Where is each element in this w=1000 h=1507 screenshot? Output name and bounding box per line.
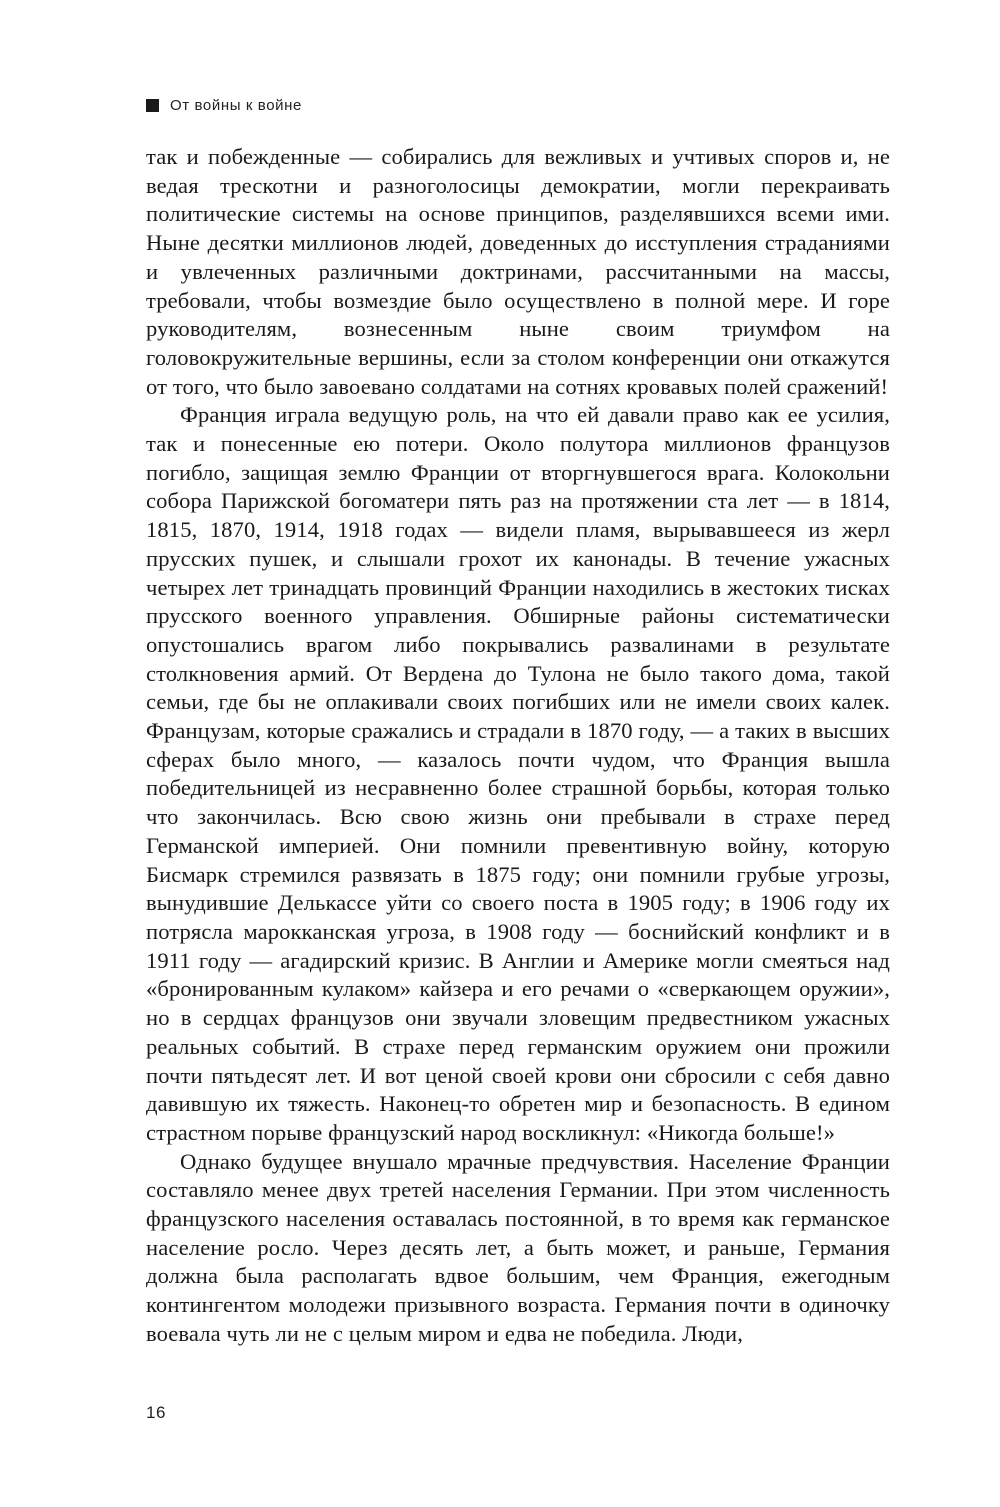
paragraph-2: Франция играла ведущую роль, на что ей давали право как ее усилия, так и понесенные ею потери. Около полутора миллионов французов погибло, защищая землю Франции от вторгнувшегося врага. Колокольни собора Парижской богоматери пять раз на протяжении ста лет — в 1814, 1815, 1870, 1914, 1918 годах — видели пламя, вырывавшееся из жерл прусских пушек, и слышали грохот их канонады. В течение ужасных четырех лет тринадцать провинций Франции находились в жестоких тисках прусского военного управления. Обширные районы систематически опустошались врагом либо покрывались развалинами в результате столкновения армий. От Вердена до Тулона не было такого дома, такой семьи, где бы не оплакивали своих погибших или не имели своих калек. Французам, которые сражались и страдали в 1870 году, — а таких в высших сферах было много, — казалось почти чудом, что Франция вышла победительницей из несравненно более страшной борьбы, которая только что закончилась. Всю свою жизнь они пребывали в страхе перед Германской империей. Они помнили превентивную войну, которую Бисмарк стремился развязать в 1875 году; они помнили грубые угрозы, вынудившие Делькассе уйти со своего поста в 1905 году; в 1906 году их потрясла марокканская угроза, в 1908 году — боснийский конфликт и в 1911 году — агадирский кризис. В Англии и Америке могли смеяться над «бронированным кулаком» кайзера и его речами о «сверкающем оружии», но в сердцах французов они звучали зловещим предвестником ужасных реальных событий. В страхе перед германским оружием они прожили почти пятьдесят лет. И вот ценой своей крови они сбросили с себя давно давившую их тяжесть. Наконец-то обретен мир и безопасность. В едином страстном порыве французский народ воскликнул: «Никогда больше!» <box>146 402 890 1145</box>
running-title: От войны к войне <box>170 97 302 114</box>
page-number: 16 <box>146 1403 166 1422</box>
paragraph-3: Однако будущее внушало мрачные предчувствия. Население Франции составляло менее двух третей населения Германии. При этом численность французского населения оставалась постоянной, в то время как германское население росло. Через десять лет, а быть может, и раньше, Германия должна была располагать вдвое большим, чем Франция, ежегодным контингентом молодежи призывного возраста. Германия почти в одиночку воевала чуть ли не с целым миром и едва не победила. Люди, <box>146 1148 890 1346</box>
paragraph-1: так и побежденные — собирались для вежливых и учтивых споров и, не ведая трескотни и разноголосицы демократии, могли перекраивать политические системы на основе принципов, разделявшихся всеми ими. Ныне десятки миллионов людей, доведенных до исступления страданиями и увлеченных различными доктринами, рассчитанными на массы, требовали, чтобы возмездие было осуществлено в полной мере. И горе руководителям, вознесенным ныне своим триумфом на головокружительные вершины, если за столом конференции они откажутся от того, что было завоевано солдатами на сотнях кровавых полей сражений! <box>146 144 890 399</box>
square-bullet-icon <box>146 99 159 112</box>
running-head <box>146 97 302 114</box>
body-text <box>146 143 890 1349</box>
